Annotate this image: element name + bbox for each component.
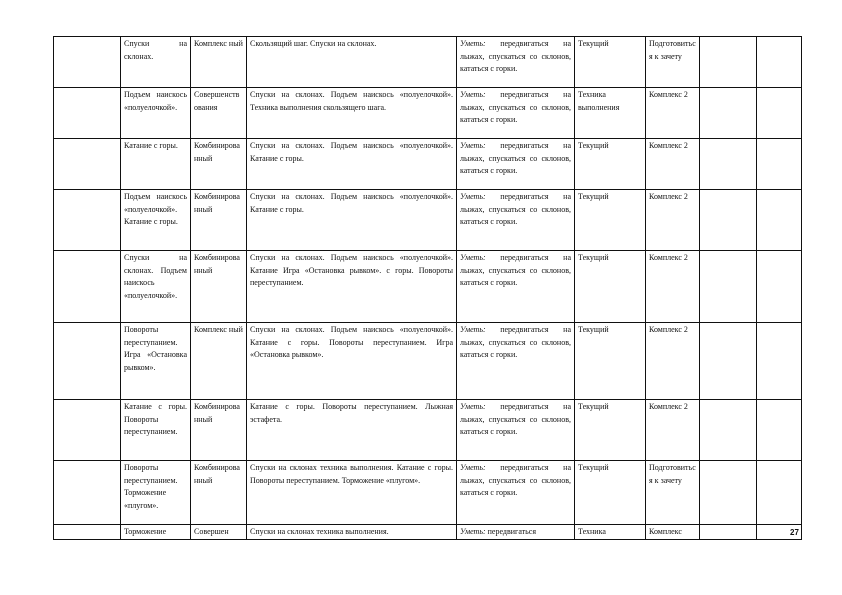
cell-lesson-type: Комбинированный [191,461,247,525]
cell-empty-left [54,88,121,139]
cell-control: Текущий [575,139,646,190]
cell-control: Техника выполнения [575,88,646,139]
table-row [54,190,802,251]
cell-homework: Подготовиться к зачету [646,461,700,525]
table-row [54,37,802,88]
cell-requirements [457,139,575,190]
lesson-plan-table [53,36,802,540]
cell-date-plan [700,190,757,251]
cell-topic: Подъем наискось «полуелочкой». Катание с горы. [121,190,191,251]
requirement-label: Уметь: [460,527,486,536]
requirement-text: передвигаться на лыжах, спускаться со склонов, кататься с горки. [460,463,571,497]
cell-lesson-type: Комбинированный [191,139,247,190]
cell-control: Текущий [575,323,646,400]
cell-lesson-type: Комбинированный [191,190,247,251]
cell-homework: Подготовиться к зачету [646,37,700,88]
cell-lesson-type: Комбинированный [191,251,247,323]
cell-date-plan [700,251,757,323]
cell-requirements [457,323,575,400]
cell-content: Спуски на склонах. Подъем наискось «полуелочкой». Техника выполнения скользящего шага. [247,88,457,139]
cell-topic: Подъем наискось «полуелочкой». [121,88,191,139]
cell-date-fact [757,251,802,323]
requirement-label: Уметь: [460,90,486,99]
cell-lesson-type: Совершен [191,525,247,540]
cell-date-plan [700,88,757,139]
cell-control: Текущий [575,461,646,525]
cell-lesson-type: Совершенствования [191,88,247,139]
table-row [54,88,802,139]
cell-requirements [457,37,575,88]
requirement-label: Уметь: [460,463,486,472]
cell-lesson-type: Комплекс ный [191,37,247,88]
requirement-text: передвигаться на лыжах, спускаться со склонов, кататься с горки. [460,325,571,359]
requirement-text: передвигаться на лыжах, спускаться со склонов, кататься с горки. [460,90,571,124]
requirement-label: Уметь: [460,402,486,411]
cell-content: Скользящий шаг. Спуски на склонах. [247,37,457,88]
cell-empty-left [54,461,121,525]
cell-date-plan [700,400,757,461]
cell-control: Текущий [575,37,646,88]
cell-date-fact [757,190,802,251]
requirement-label: Уметь: [460,325,486,334]
cell-requirements [457,88,575,139]
cell-requirements [457,525,575,540]
requirement-text: передвигаться на лыжах, спускаться со склонов, кататься с горки. [460,141,571,175]
cell-content: Спуски на склонах. Подъем наискось «полуелочкой». Катание с горы. [247,190,457,251]
cell-date-fact [757,400,802,461]
table-row [54,139,802,190]
cell-topic: Катание с горы. Повороты переступанием. [121,400,191,461]
cell-homework: Комплекс [646,525,700,540]
cell-empty-left [54,525,121,540]
cell-date-plan [700,139,757,190]
cell-content: Спуски на склонах. Подъем наискось «полуелочкой». Катание Игра «Остановка рывком». с горы. Повороты переступанием. [247,251,457,323]
cell-date-fact [757,139,802,190]
cell-empty-left [54,323,121,400]
requirement-text: передвигаться на лыжах, спускаться со склонов, кататься с горки. [460,253,571,287]
cell-requirements [457,461,575,525]
cell-homework: Комплекс 2 [646,323,700,400]
table-row [54,525,802,540]
table-row [54,400,802,461]
cell-topic: Повороты переступанием. Торможение «плугом». [121,461,191,525]
cell-content: Спуски на склонах. Подъем наискось «полуелочкой». Катание с горы. [247,139,457,190]
cell-homework: Комплекс 2 [646,88,700,139]
cell-topic: Спуски на склонах. [121,37,191,88]
cell-empty-left [54,139,121,190]
requirement-text: передвигаться [485,527,537,536]
requirement-label: Уметь: [460,39,486,48]
page-number: 27 [790,528,799,537]
cell-content: Спуски на склонах. Подъем наискось «полуелочкой». Катание с горы. Повороты переступанием. Игра «Остановка рывком». [247,323,457,400]
cell-topic: Торможение [121,525,191,540]
cell-requirements [457,251,575,323]
cell-control: Текущий [575,400,646,461]
cell-date-fact [757,37,802,88]
cell-requirements [457,400,575,461]
cell-content: Спуски на склонах техника выполнения. Катание с горы. Повороты переступанием. Торможение «плугом». [247,461,457,525]
cell-date-plan [700,461,757,525]
table-row [54,323,802,400]
cell-topic: Спуски на склонах. Подъем наискось «полуелочкой». [121,251,191,323]
cell-homework: Комплекс 2 [646,139,700,190]
requirement-text: передвигаться на лыжах, спускаться со склонов, кататься с горки. [460,402,571,436]
cell-control: Техника [575,525,646,540]
cell-content: Спуски на склонах техника выполнения. [247,525,457,540]
requirement-label: Уметь: [460,253,486,262]
requirement-text: передвигаться на лыжах, спускаться со склонов, кататься с горки. [460,39,571,73]
requirement-text: передвигаться на лыжах, спускаться со склонов, кататься с горки. [460,192,571,226]
cell-date-plan [700,323,757,400]
cell-homework: Комплекс 2 [646,190,700,251]
cell-topic: Катание с горы. [121,139,191,190]
cell-date-fact [757,323,802,400]
cell-date-fact [757,461,802,525]
cell-content: Катание с горы. Повороты переступанием. Лыжная эстафета. [247,400,457,461]
cell-empty-left [54,251,121,323]
cell-homework: Комплекс 2 [646,400,700,461]
cell-empty-left [54,190,121,251]
requirement-label: Уметь: [460,141,486,150]
cell-topic: Повороты переступанием. Игра «Остановка рывком». [121,323,191,400]
cell-date-plan [700,525,757,540]
cell-lesson-type: Комбинированный [191,400,247,461]
cell-date-fact [757,88,802,139]
requirement-label: Уметь: [460,192,486,201]
cell-control: Текущий [575,190,646,251]
table-row [54,461,802,525]
cell-homework: Комплекс 2 [646,251,700,323]
cell-empty-left [54,37,121,88]
cell-empty-left [54,400,121,461]
cell-control: Текущий [575,251,646,323]
cell-lesson-type: Комплекс ный [191,323,247,400]
cell-requirements [457,190,575,251]
cell-date-plan [700,37,757,88]
table-row [54,251,802,323]
